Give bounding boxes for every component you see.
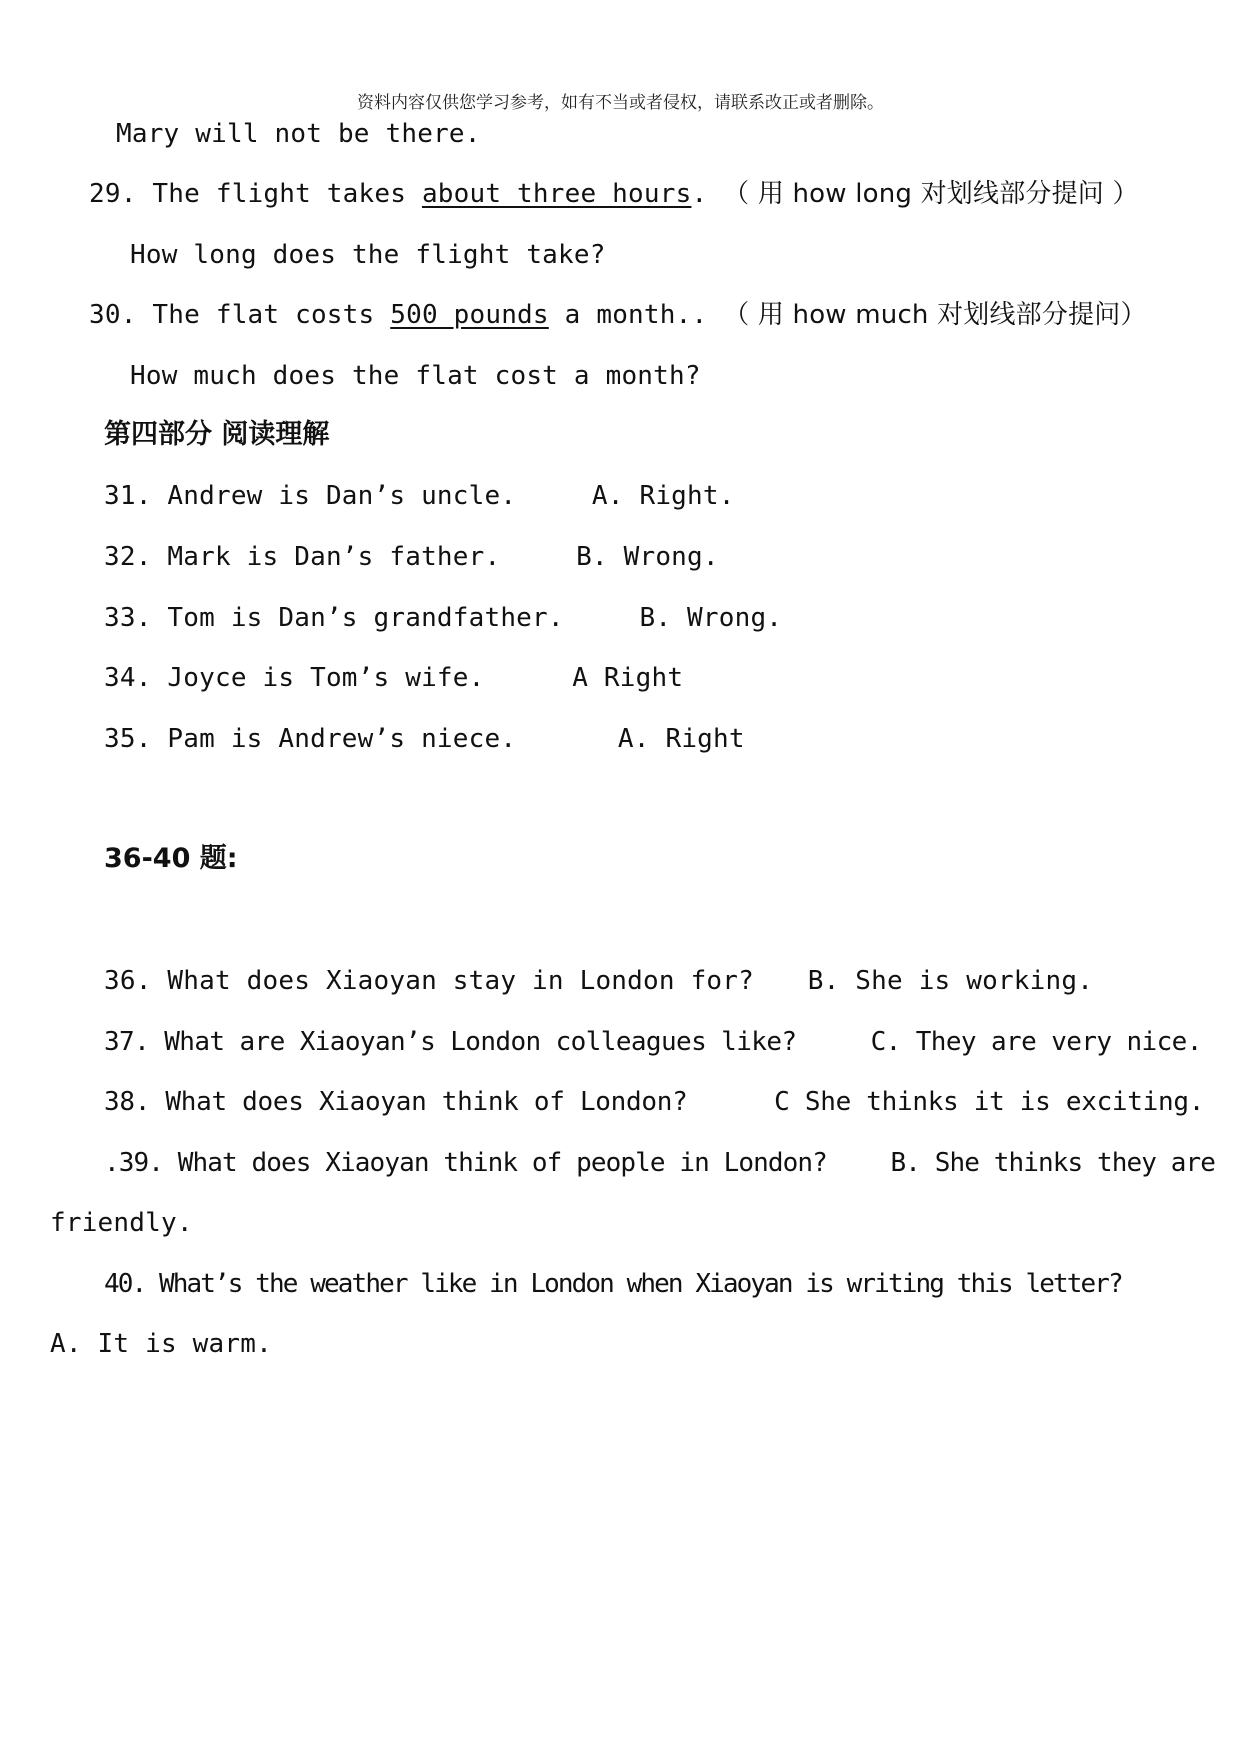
- instruction: （ 用 how long 对划线部分提问 ）: [723, 179, 1139, 209]
- question-text: The flat costs: [152, 300, 375, 330]
- question-31: [104, 480, 735, 512]
- section-label: 36-40 题:: [104, 843, 238, 874]
- question-33: [104, 602, 782, 634]
- answer: B. She thinks they are: [890, 1148, 1216, 1178]
- section-heading: 第四部分 阅读理解: [104, 419, 330, 450]
- question-40: [104, 1268, 1122, 1300]
- question-38: [104, 1086, 1204, 1118]
- copyright-notice: 资料内容仅供您学习参考，如有不当或者侵权，请联系改正或者删除。: [357, 93, 884, 113]
- answer-39-continuation: friendly.: [50, 1208, 193, 1238]
- underlined-phrase: 500 pounds: [390, 300, 549, 330]
- question-30: [89, 299, 1147, 331]
- question-35: [104, 723, 745, 755]
- answer: C She thinks it is exciting.: [774, 1087, 1205, 1117]
- question-34: [104, 662, 683, 694]
- question-text: 33. Tom is Dan’s grandfather.: [104, 603, 564, 633]
- question-text: 31. Andrew is Dan’s uncle.: [104, 481, 517, 511]
- q28-continuation: Mary will not be there.: [116, 119, 481, 149]
- question-36: [104, 965, 1093, 997]
- question-text: 34. Joyce is Tom’s wife.: [104, 663, 485, 693]
- punctuation: .: [691, 179, 708, 209]
- question-text: 38. What does Xiaoyan think of London?: [104, 1087, 688, 1117]
- answer-30: How much does the flat cost a month?: [130, 361, 701, 391]
- question-number: 29.: [89, 179, 137, 209]
- question-text: 35. Pam is Andrew’s niece.: [104, 724, 517, 754]
- question-37: [104, 1026, 1202, 1058]
- answer-29: How long does the flight take?: [130, 240, 606, 270]
- question-text-end: a month..: [564, 300, 708, 330]
- answer: B. Wrong.: [576, 542, 719, 572]
- answer: A. Right.: [591, 481, 735, 511]
- answer: C. They are very nice.: [870, 1027, 1202, 1057]
- question-39: [104, 1147, 1215, 1179]
- question-text: 40. What’s the weather like in London when Xiaoyan is writing this letter?: [104, 1269, 1122, 1299]
- question-text: 32. Mark is Dan’s father.: [104, 542, 501, 572]
- answer: A. Right: [617, 724, 745, 754]
- question-text: .39. What does Xiaoyan think of people in London?: [104, 1148, 827, 1178]
- underlined-phrase: about three hours: [421, 179, 692, 209]
- question-32: [104, 541, 719, 573]
- answer-40: A. It is warm.: [50, 1329, 272, 1359]
- answer: B. Wrong.: [639, 603, 783, 633]
- question-text: 36. What does Xiaoyan stay in London for?: [104, 966, 754, 996]
- question-text: The flight takes: [152, 179, 407, 209]
- instruction: （ 用 how much 对划线部分提问）: [723, 300, 1147, 330]
- answer: B. She is working.: [807, 966, 1094, 996]
- question-number: 30.: [89, 300, 137, 330]
- question-29: [89, 178, 1139, 210]
- question-text: 37. What are Xiaoyan’s London colleagues like?: [104, 1027, 797, 1057]
- answer: A Right: [572, 663, 684, 693]
